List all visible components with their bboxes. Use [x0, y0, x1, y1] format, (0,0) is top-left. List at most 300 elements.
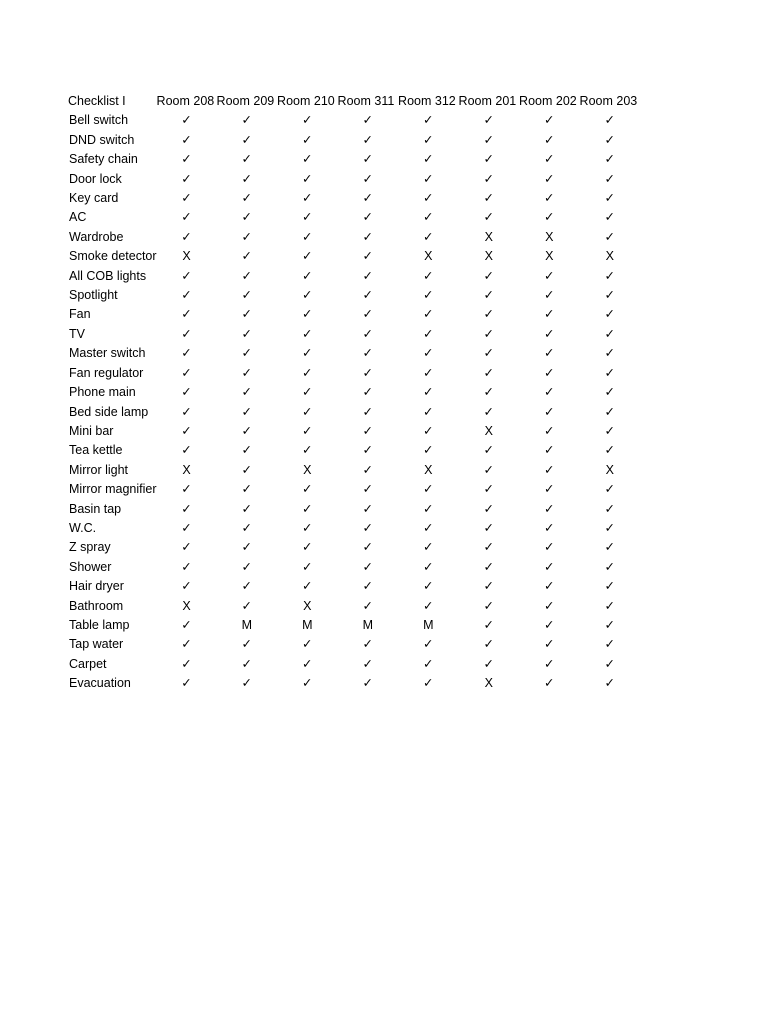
item-label: Mirror light — [69, 462, 129, 477]
status-cell: ✓ — [241, 598, 253, 613]
status-cell: ✓ — [423, 559, 434, 574]
status-cell: ✓ — [302, 501, 313, 516]
status-cell: ✓ — [544, 423, 555, 438]
status-cell: ✓ — [302, 288, 313, 303]
checklist-row — [68, 597, 640, 616]
status-cell: ✓ — [181, 656, 192, 671]
status-cell: ✓ — [241, 579, 253, 594]
status-cell: ✓ — [241, 559, 253, 574]
status-cell: ✓ — [544, 268, 555, 283]
status-cell: X — [424, 249, 433, 264]
status-cell: ✓ — [302, 656, 313, 671]
status-cell: ✓ — [423, 113, 434, 128]
status-cell: ✓ — [241, 249, 253, 264]
checklist-row — [68, 111, 640, 130]
status-cell: ✓ — [544, 132, 555, 147]
header-cell-room: Room 201 — [458, 94, 517, 108]
status-cell: ✓ — [604, 191, 616, 206]
status-cell: ✓ — [362, 482, 374, 497]
status-cell: ✓ — [302, 268, 313, 283]
status-cell: ✓ — [483, 307, 495, 322]
checklist-row — [68, 344, 640, 363]
status-cell: ✓ — [302, 559, 313, 574]
status-cell: ✓ — [181, 113, 192, 128]
status-cell: ✓ — [544, 676, 555, 691]
status-cell: ✓ — [302, 307, 313, 322]
item-label: Smoke detector — [69, 249, 157, 264]
status-cell: X — [484, 423, 493, 438]
status-cell: ✓ — [362, 365, 374, 380]
status-cell: M — [362, 617, 373, 632]
item-label: Carpet — [69, 656, 107, 671]
checklist-table — [68, 92, 640, 694]
status-cell: X — [605, 249, 614, 264]
status-cell: ✓ — [423, 598, 434, 613]
status-cell: ✓ — [362, 579, 374, 594]
item-label: AC — [69, 210, 87, 225]
status-cell: ✓ — [544, 637, 555, 652]
status-cell: X — [484, 676, 493, 691]
status-cell: ✓ — [181, 385, 192, 400]
status-cell: X — [182, 598, 191, 613]
status-cell: M — [241, 617, 252, 632]
status-cell: ✓ — [423, 229, 434, 244]
status-cell: ✓ — [483, 152, 495, 167]
status-cell: ✓ — [302, 346, 313, 361]
status-cell: ✓ — [302, 132, 313, 147]
status-cell: ✓ — [362, 171, 374, 186]
status-cell: ✓ — [423, 132, 434, 147]
status-cell: ✓ — [604, 346, 616, 361]
status-cell: ✓ — [241, 210, 253, 225]
status-cell: ✓ — [241, 229, 253, 244]
status-cell: ✓ — [483, 637, 495, 652]
checklist-row — [68, 480, 640, 499]
item-label: All COB lights — [69, 268, 147, 283]
status-cell: ✓ — [544, 482, 555, 497]
status-cell: ✓ — [423, 210, 434, 225]
status-cell: ✓ — [544, 326, 555, 341]
checklist-row — [68, 170, 640, 189]
status-cell: ✓ — [544, 404, 555, 419]
status-cell: ✓ — [241, 191, 253, 206]
status-cell: ✓ — [241, 520, 253, 535]
status-cell: ✓ — [302, 404, 313, 419]
status-cell: ✓ — [362, 598, 374, 613]
status-cell: ✓ — [423, 676, 434, 691]
status-cell: ✓ — [181, 559, 192, 574]
status-cell: ✓ — [362, 637, 374, 652]
item-label: Bed side lamp — [69, 404, 149, 419]
status-cell: ✓ — [604, 385, 616, 400]
checklist-row — [68, 558, 640, 577]
status-cell: ✓ — [544, 559, 555, 574]
status-cell: ✓ — [423, 540, 434, 555]
status-cell: ✓ — [544, 113, 555, 128]
checklist-row — [68, 131, 640, 150]
status-cell: ✓ — [604, 326, 616, 341]
status-cell: ✓ — [604, 288, 616, 303]
status-cell: ✓ — [302, 579, 313, 594]
checklist-row — [68, 655, 640, 674]
item-label: DND switch — [69, 132, 135, 147]
status-cell: ✓ — [604, 152, 616, 167]
status-cell: ✓ — [483, 385, 495, 400]
status-cell: ✓ — [423, 443, 434, 458]
status-cell: ✓ — [544, 191, 555, 206]
status-cell: ✓ — [423, 656, 434, 671]
status-cell: ✓ — [604, 482, 616, 497]
status-cell: ✓ — [544, 501, 555, 516]
header-cell-room: Room 203 — [579, 94, 638, 108]
status-cell: X — [424, 462, 433, 477]
checklist-row — [68, 247, 640, 266]
status-cell: ✓ — [362, 559, 374, 574]
status-cell: ✓ — [544, 210, 555, 225]
item-label: Door lock — [69, 171, 122, 186]
status-cell: ✓ — [362, 268, 374, 283]
status-cell: ✓ — [544, 598, 555, 613]
status-cell: ✓ — [181, 229, 192, 244]
status-cell: ✓ — [181, 171, 192, 186]
header-cell-room: Room 202 — [519, 94, 577, 108]
status-cell: ✓ — [241, 365, 253, 380]
item-label: Fan — [69, 307, 91, 322]
status-cell: ✓ — [544, 520, 555, 535]
item-label: Tap water — [69, 637, 124, 652]
checklist-body — [68, 92, 640, 694]
status-cell: ✓ — [181, 423, 192, 438]
checklist-row — [68, 403, 640, 422]
status-cell: ✓ — [483, 598, 495, 613]
item-label: W.C. — [69, 520, 97, 535]
status-cell: X — [182, 462, 191, 477]
status-cell: ✓ — [302, 385, 313, 400]
status-cell: ✓ — [362, 656, 374, 671]
header-cell-item: Checklist I — [68, 94, 126, 108]
checklist-row — [68, 461, 640, 480]
status-cell: ✓ — [181, 482, 192, 497]
status-cell: ✓ — [423, 385, 434, 400]
item-label: TV — [69, 326, 85, 341]
status-cell: ✓ — [181, 501, 192, 516]
status-cell: ✓ — [302, 423, 313, 438]
status-cell: ✓ — [604, 268, 616, 283]
status-cell: ✓ — [181, 443, 192, 458]
status-cell: ✓ — [181, 152, 192, 167]
status-cell: ✓ — [302, 113, 313, 128]
item-label: Basin tap — [69, 501, 122, 516]
status-cell: ✓ — [544, 288, 555, 303]
status-cell: ✓ — [302, 210, 313, 225]
status-cell: ✓ — [483, 171, 495, 186]
status-cell: ✓ — [241, 152, 253, 167]
checklist-row — [68, 228, 640, 247]
status-cell: ✓ — [483, 443, 495, 458]
status-cell: ✓ — [241, 288, 253, 303]
item-label: Safety chain — [69, 152, 138, 167]
status-cell: M — [302, 617, 313, 632]
status-cell: ✓ — [604, 520, 616, 535]
status-cell: ✓ — [423, 579, 434, 594]
status-cell: ✓ — [483, 520, 495, 535]
status-cell: ✓ — [362, 229, 374, 244]
status-cell: ✓ — [181, 617, 192, 632]
item-label: Evacuation — [69, 676, 131, 691]
status-cell: ✓ — [241, 443, 253, 458]
status-cell: ✓ — [423, 191, 434, 206]
status-cell: ✓ — [241, 482, 253, 497]
checklist-row — [68, 635, 640, 654]
status-cell: ✓ — [483, 617, 495, 632]
status-cell: ✓ — [604, 404, 616, 419]
status-cell: ✓ — [423, 326, 434, 341]
status-cell: ✓ — [423, 152, 434, 167]
status-cell: ✓ — [483, 482, 495, 497]
status-cell: ✓ — [483, 191, 495, 206]
checklist-row — [68, 422, 640, 441]
status-cell: ✓ — [544, 365, 555, 380]
status-cell: ✓ — [544, 307, 555, 322]
status-cell: ✓ — [302, 540, 313, 555]
checklist-row — [68, 364, 640, 383]
status-cell: ✓ — [181, 210, 192, 225]
status-cell: ✓ — [362, 346, 374, 361]
checklist-row — [68, 208, 640, 227]
status-cell: ✓ — [604, 171, 616, 186]
status-cell: M — [423, 617, 434, 632]
status-cell: ✓ — [604, 540, 616, 555]
status-cell: ✓ — [241, 385, 253, 400]
status-cell: ✓ — [604, 443, 616, 458]
status-cell: ✓ — [423, 501, 434, 516]
status-cell: ✓ — [302, 152, 313, 167]
item-label: Mirror magnifier — [69, 482, 157, 497]
status-cell: ✓ — [483, 656, 495, 671]
header-cell-room: Room 210 — [277, 94, 335, 108]
status-cell: ✓ — [604, 229, 616, 244]
status-cell: ✓ — [423, 307, 434, 322]
status-cell: ✓ — [302, 637, 313, 652]
status-cell: ✓ — [241, 307, 253, 322]
item-label: Hair dryer — [69, 579, 124, 594]
status-cell: ✓ — [483, 132, 495, 147]
status-cell: ✓ — [483, 288, 495, 303]
item-label: Bathroom — [69, 598, 124, 613]
status-cell: ✓ — [241, 656, 253, 671]
checklist-row — [68, 189, 640, 208]
checklist-row — [68, 519, 640, 538]
status-cell: ✓ — [241, 113, 253, 128]
checklist-row — [68, 286, 640, 305]
checklist-row — [68, 616, 640, 635]
status-cell: ✓ — [181, 346, 192, 361]
status-cell: ✓ — [483, 540, 495, 555]
status-cell: ✓ — [362, 385, 374, 400]
status-cell: ✓ — [423, 637, 434, 652]
status-cell: ✓ — [362, 540, 374, 555]
status-cell: ✓ — [604, 676, 616, 691]
status-cell: ✓ — [302, 365, 313, 380]
status-cell: ✓ — [423, 423, 434, 438]
status-cell: ✓ — [362, 443, 374, 458]
header-row — [68, 92, 640, 111]
status-cell: ✓ — [604, 579, 616, 594]
checklist-row — [68, 383, 640, 402]
status-cell: ✓ — [362, 113, 374, 128]
status-cell: ✓ — [302, 326, 313, 341]
item-label: Mini bar — [69, 423, 114, 438]
status-cell: ✓ — [181, 365, 192, 380]
status-cell: ✓ — [544, 656, 555, 671]
status-cell: ✓ — [362, 326, 374, 341]
status-cell: ✓ — [181, 326, 192, 341]
item-label: Tea kettle — [69, 443, 123, 458]
status-cell: ✓ — [241, 404, 253, 419]
status-cell: ✓ — [302, 171, 313, 186]
status-cell: ✓ — [181, 676, 192, 691]
status-cell: ✓ — [362, 288, 374, 303]
header-cell-room: Room 312 — [398, 94, 456, 108]
status-cell: ✓ — [181, 637, 192, 652]
status-cell: ✓ — [604, 598, 616, 613]
status-cell: ✓ — [604, 132, 616, 147]
status-cell: ✓ — [362, 249, 374, 264]
status-cell: ✓ — [423, 171, 434, 186]
status-cell: ✓ — [483, 326, 495, 341]
status-cell: ✓ — [423, 482, 434, 497]
item-label: Master switch — [69, 346, 146, 361]
status-cell: ✓ — [302, 443, 313, 458]
status-cell: ✓ — [604, 365, 616, 380]
status-cell: ✓ — [544, 346, 555, 361]
status-cell: ✓ — [544, 579, 555, 594]
status-cell: ✓ — [362, 520, 374, 535]
item-label: Bell switch — [69, 113, 129, 128]
status-cell: ✓ — [362, 501, 374, 516]
status-cell: ✓ — [483, 559, 495, 574]
checklist-row — [68, 325, 640, 344]
status-cell: ✓ — [423, 520, 434, 535]
status-cell: ✓ — [604, 656, 616, 671]
status-cell: ✓ — [544, 617, 555, 632]
status-cell: ✓ — [302, 520, 313, 535]
header-cell-room: Room 208 — [156, 94, 215, 108]
header-cell-room: Room 311 — [337, 94, 395, 108]
status-cell: X — [182, 249, 191, 264]
status-cell: ✓ — [423, 365, 434, 380]
status-cell: ✓ — [362, 404, 374, 419]
status-cell: ✓ — [362, 132, 374, 147]
status-cell: ✓ — [483, 579, 495, 594]
status-cell: ✓ — [302, 229, 313, 244]
status-cell: ✓ — [483, 404, 495, 419]
status-cell: ✓ — [181, 307, 192, 322]
status-cell: ✓ — [241, 326, 253, 341]
status-cell: ✓ — [362, 210, 374, 225]
status-cell: ✓ — [544, 385, 555, 400]
status-cell: ✓ — [241, 268, 253, 283]
status-cell: ✓ — [483, 113, 495, 128]
status-cell: ✓ — [544, 462, 555, 477]
item-label: Shower — [69, 559, 112, 574]
status-cell: ✓ — [302, 191, 313, 206]
checklist-sheet — [68, 92, 640, 694]
status-cell: ✓ — [241, 171, 253, 186]
status-cell: X — [545, 249, 554, 264]
status-cell: X — [605, 462, 614, 477]
checklist-row — [68, 305, 640, 324]
status-cell: ✓ — [544, 443, 555, 458]
item-label: Table lamp — [69, 617, 130, 632]
status-cell: ✓ — [604, 559, 616, 574]
item-label: Fan regulator — [69, 365, 144, 380]
status-cell: ✓ — [544, 171, 555, 186]
checklist-row — [68, 577, 640, 596]
status-cell: ✓ — [241, 346, 253, 361]
status-cell: ✓ — [181, 191, 192, 206]
status-cell: ✓ — [181, 288, 192, 303]
item-label: Phone main — [69, 385, 136, 400]
status-cell: ✓ — [362, 307, 374, 322]
header-cell-room: Room 209 — [216, 94, 275, 108]
status-cell: ✓ — [423, 346, 434, 361]
status-cell: ✓ — [362, 152, 374, 167]
status-cell: ✓ — [302, 676, 313, 691]
status-cell: ✓ — [181, 579, 192, 594]
status-cell: ✓ — [241, 637, 253, 652]
status-cell: ✓ — [362, 423, 374, 438]
status-cell: ✓ — [362, 462, 374, 477]
status-cell: ✓ — [604, 423, 616, 438]
item-label: Key card — [69, 191, 119, 206]
status-cell: ✓ — [362, 191, 374, 206]
status-cell: ✓ — [181, 132, 192, 147]
status-cell: ✓ — [604, 637, 616, 652]
status-cell: ✓ — [544, 540, 555, 555]
item-label: Z spray — [69, 540, 111, 555]
checklist-row — [68, 441, 640, 460]
status-cell: ✓ — [362, 676, 374, 691]
status-cell: X — [545, 229, 554, 244]
status-cell: ✓ — [483, 462, 495, 477]
status-cell: ✓ — [423, 268, 434, 283]
status-cell: ✓ — [181, 404, 192, 419]
status-cell: X — [484, 229, 493, 244]
status-cell: ✓ — [241, 540, 253, 555]
status-cell: ✓ — [604, 307, 616, 322]
status-cell: ✓ — [302, 482, 313, 497]
status-cell: ✓ — [302, 249, 313, 264]
status-cell: X — [303, 462, 312, 477]
item-label: Wardrobe — [69, 229, 124, 244]
status-cell: ✓ — [544, 152, 555, 167]
status-cell: ✓ — [604, 617, 616, 632]
status-cell: X — [484, 249, 493, 264]
checklist-row — [68, 150, 640, 169]
status-cell: ✓ — [241, 676, 253, 691]
status-cell: ✓ — [181, 540, 192, 555]
status-cell: ✓ — [241, 132, 253, 147]
checklist-row — [68, 500, 640, 519]
status-cell: ✓ — [483, 210, 495, 225]
checklist-row — [68, 674, 640, 693]
status-cell: ✓ — [423, 288, 434, 303]
status-cell: ✓ — [181, 268, 192, 283]
status-cell: X — [303, 598, 312, 613]
status-cell: ✓ — [241, 501, 253, 516]
status-cell: ✓ — [423, 404, 434, 419]
